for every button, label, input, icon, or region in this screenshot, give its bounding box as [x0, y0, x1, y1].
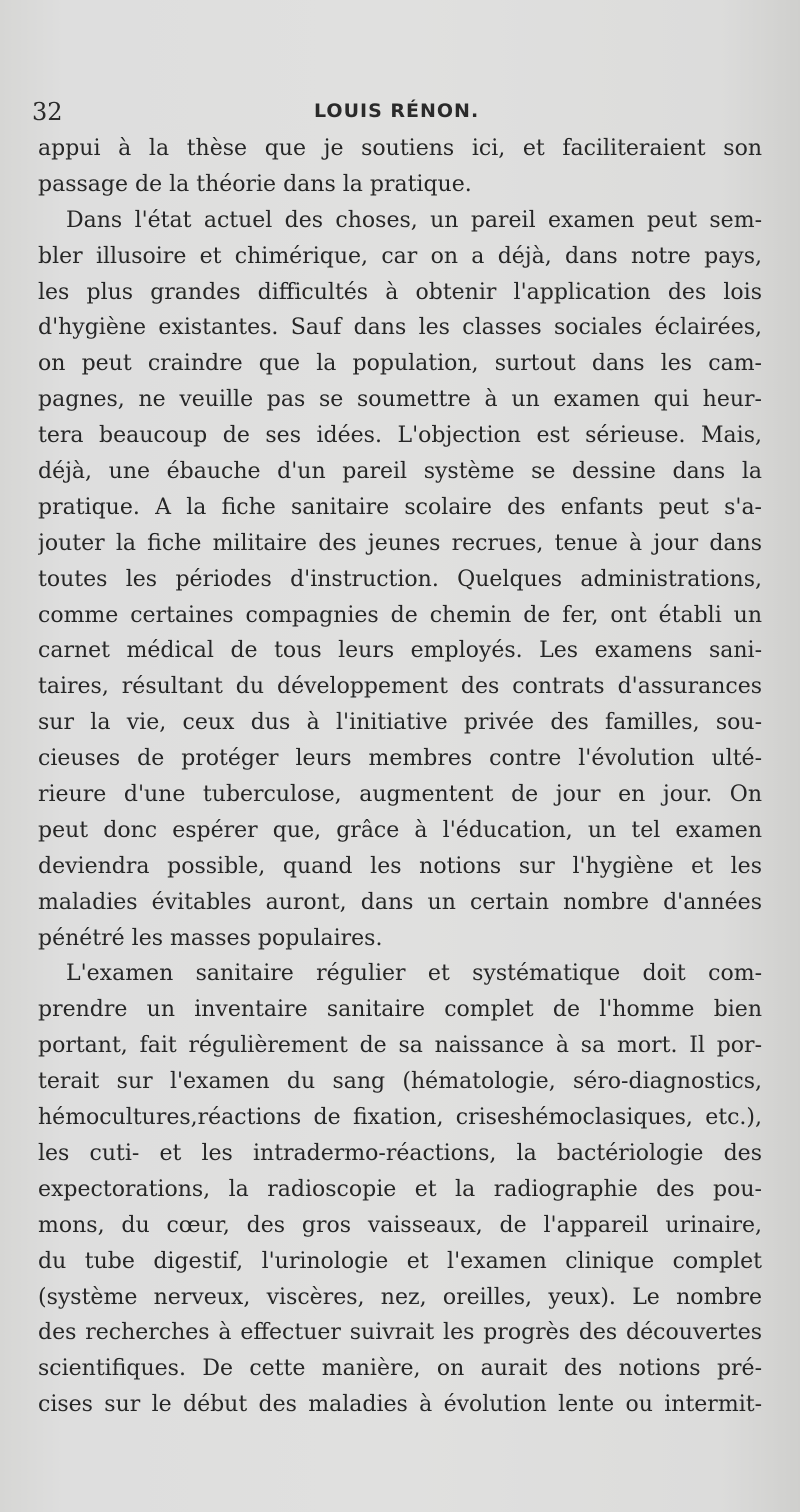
- text-line: Dans l'état actuel des choses, un pareil examen peut sem-: [66, 207, 762, 233]
- text-line: sur la vie, ceux dus à l'initiative privée des familles, sou-: [38, 710, 762, 736]
- text-line: toutes les périodes d'instruction. Quelques administrations,: [38, 566, 762, 592]
- text-line: tera beaucoup de ses idées. L'objection est sérieuse. Mais,: [38, 423, 762, 449]
- text-line: déjà, une ébauche d'un pareil système se dessine dans la: [38, 459, 762, 485]
- text-line: bler illusoire et chimérique, car on a déjà, dans notre pays,: [38, 243, 762, 269]
- text-line: rieure d'une tuberculose, augmentent de jour en jour. On: [38, 782, 762, 808]
- text-line: du tube digestif, l'urinologie et l'examen clinique complet: [38, 1248, 762, 1274]
- text-line: pratique. A la fiche sanitaire scolaire des enfants peut s'a-: [38, 494, 762, 520]
- text-line: appui à la thèse que je soutiens ici, et faciliteraient son: [38, 136, 762, 161]
- running-head: [32, 98, 762, 128]
- text-line: terait sur l'examen du sang (hématologie, séro-diagnostics,: [38, 1069, 762, 1095]
- text-line: pénétré les masses populaires.: [38, 925, 383, 951]
- text-line: cieuses de protéger leurs membres contre l'évolution ulté-: [38, 746, 762, 772]
- text-line: maladies évitables auront, dans un certain nombre d'années: [38, 889, 762, 915]
- text-line: passage de la théorie dans la pratique.: [38, 171, 472, 197]
- text-line: (système nerveux, viscères, nez, oreilles, yeux). Le nombre: [38, 1284, 762, 1310]
- text-line: mons, du cœur, des gros vaisseaux, de l'appareil urinaire,: [38, 1212, 762, 1238]
- text-line: pagnes, ne veuille pas se soumettre à un examen qui heur-: [38, 387, 762, 413]
- text-line: hémocultures,réactions de fixation, criseshémoclasiques, etc.),: [38, 1105, 762, 1131]
- text-line: peut donc espérer que, grâce à l'éducation, un tel examen: [38, 817, 762, 843]
- text-line: comme certaines compagnies de chemin de fer, ont établi un: [38, 602, 762, 628]
- text-line: taires, résultant du développement des contrats d'assurances: [38, 674, 762, 700]
- text-line: des recherches à effectuer suivrait les progrès des découvertes: [38, 1320, 762, 1346]
- text-line: scientifiques. De cette manière, on aurait des notions pré-: [38, 1356, 762, 1382]
- text-line: portant, fait régulièrement de sa naissance à sa mort. Il por-: [38, 1033, 762, 1059]
- text-line: expectorations, la radioscopie et la radiographie des pou-: [38, 1176, 762, 1202]
- text-line: d'hygiène existantes. Sauf dans les classes sociales éclairées,: [38, 315, 762, 341]
- text-line: carnet médical de tous leurs employés. Les examens sani-: [38, 638, 762, 664]
- text-line: les cuti- et les intradermo-réactions, la bactériologie des: [38, 1140, 762, 1166]
- text-line: les plus grandes difficultés à obtenir l'application des lois: [38, 279, 762, 305]
- text-line: jouter la fiche militaire des jeunes recrues, tenue à jour dans: [38, 530, 762, 556]
- text-line: deviendra possible, quand les notions sur l'hygiène et les: [38, 853, 762, 879]
- text-line: L'examen sanitaire régulier et systématique doit com-: [66, 961, 762, 987]
- running-title: LOUIS RÉNON.: [314, 100, 480, 122]
- text-line: on peut craindre que la population, surtout dans les cam-: [38, 351, 762, 377]
- body-text: [38, 131, 762, 1423]
- page-number: 32: [32, 98, 63, 126]
- text-line: cises sur le début des maladies à évolution lente ou intermit-: [38, 1392, 762, 1418]
- text-line: prendre un inventaire sanitaire complet de l'homme bien: [38, 997, 762, 1023]
